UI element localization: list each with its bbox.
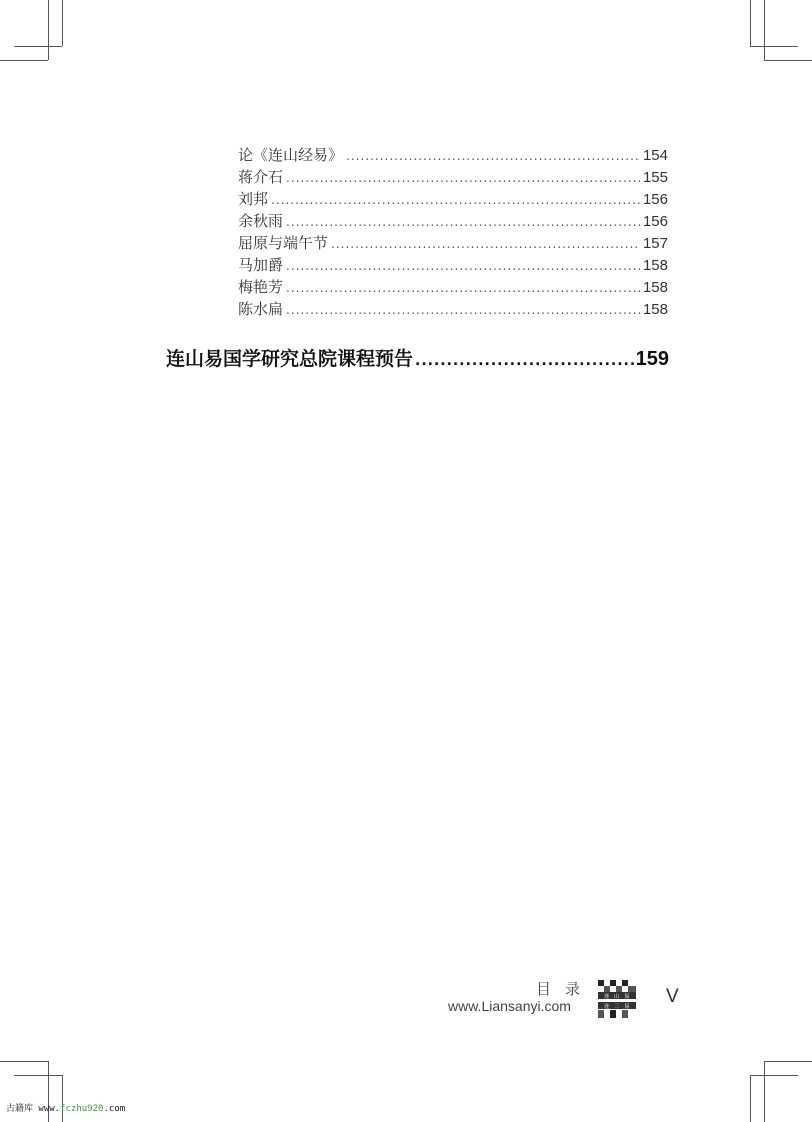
watermark-highlight: fczhu920	[60, 1104, 104, 1114]
toc-entry-page: 156	[642, 191, 668, 208]
logo-char: 三	[614, 1004, 620, 1010]
toc-entry[interactable]	[238, 276, 668, 298]
crop-mark	[750, 46, 798, 47]
crop-mark	[750, 1075, 798, 1076]
toc-entry[interactable]	[238, 232, 668, 254]
leader-dots	[286, 303, 640, 317]
toc-entry[interactable]	[238, 298, 668, 320]
toc-entry-page: 155	[642, 169, 668, 186]
toc-entry-title: 蒋介石	[238, 168, 284, 186]
crop-mark	[0, 1061, 48, 1062]
footer-url: www.Liansanyi.com	[448, 998, 571, 1014]
logo-char: 连	[604, 994, 610, 1000]
toc-major-entry[interactable]	[166, 344, 669, 371]
toc-entry-title: 马加爵	[238, 256, 284, 274]
logo-char: 易	[624, 994, 630, 1000]
crop-mark	[48, 0, 49, 60]
toc-list	[238, 144, 668, 320]
leader-dots	[271, 193, 640, 207]
toc-entry-page: 156	[642, 213, 668, 230]
toc-entry-page: 158	[642, 279, 668, 296]
toc-entry-title: 余秋雨	[238, 212, 284, 230]
toc-entry[interactable]	[238, 166, 668, 188]
leader-dots	[286, 281, 640, 295]
toc-major-title: 连山易国学研究总院课程预告	[166, 348, 414, 370]
toc-entry[interactable]	[238, 254, 668, 276]
toc-entry[interactable]	[238, 210, 668, 232]
leader-dots	[346, 149, 640, 163]
logo-char: 山	[614, 994, 620, 1000]
toc-major-page: 159	[635, 348, 669, 370]
logo-char: 易	[624, 1004, 630, 1010]
watermark-suffix: .com	[103, 1104, 126, 1114]
toc-entry-title: 屈原与端午节	[238, 234, 329, 252]
crop-mark	[62, 1075, 63, 1122]
crop-mark	[764, 1061, 812, 1062]
leader-dots	[286, 259, 640, 273]
toc-entry-title: 梅艳芳	[238, 278, 284, 296]
watermark	[6, 1101, 125, 1114]
leader-dots	[286, 171, 640, 185]
toc-entry-page: 158	[642, 301, 668, 318]
toc-entry-page: 158	[642, 257, 668, 274]
crop-mark	[62, 0, 63, 46]
toc-entry[interactable]	[238, 144, 668, 166]
crop-mark	[14, 46, 62, 47]
publisher-logo	[598, 980, 636, 1018]
logo-char: 连	[604, 1004, 610, 1010]
crop-mark	[14, 1075, 62, 1076]
crop-mark	[750, 1075, 751, 1122]
crop-mark	[764, 60, 812, 61]
crop-mark	[0, 60, 48, 61]
toc-entry-title: 论《连山经易》	[238, 146, 344, 164]
toc-entry[interactable]	[238, 188, 668, 210]
leader-dots	[331, 237, 640, 251]
toc-entry-title: 刘邦	[238, 190, 269, 208]
watermark-prefix: 古籍库 www.	[6, 1104, 61, 1114]
toc-entry-page: 157	[642, 235, 668, 252]
crop-mark	[750, 0, 751, 46]
crop-mark	[764, 0, 765, 60]
toc-entry-title: 陈水扁	[238, 300, 284, 318]
page-number: V	[666, 986, 679, 1007]
leader-dots	[286, 215, 640, 229]
footer-section-label: 目录	[536, 980, 595, 998]
leader-dots	[415, 353, 634, 369]
crop-mark	[764, 1061, 765, 1122]
toc-entry-page: 154	[642, 147, 668, 164]
